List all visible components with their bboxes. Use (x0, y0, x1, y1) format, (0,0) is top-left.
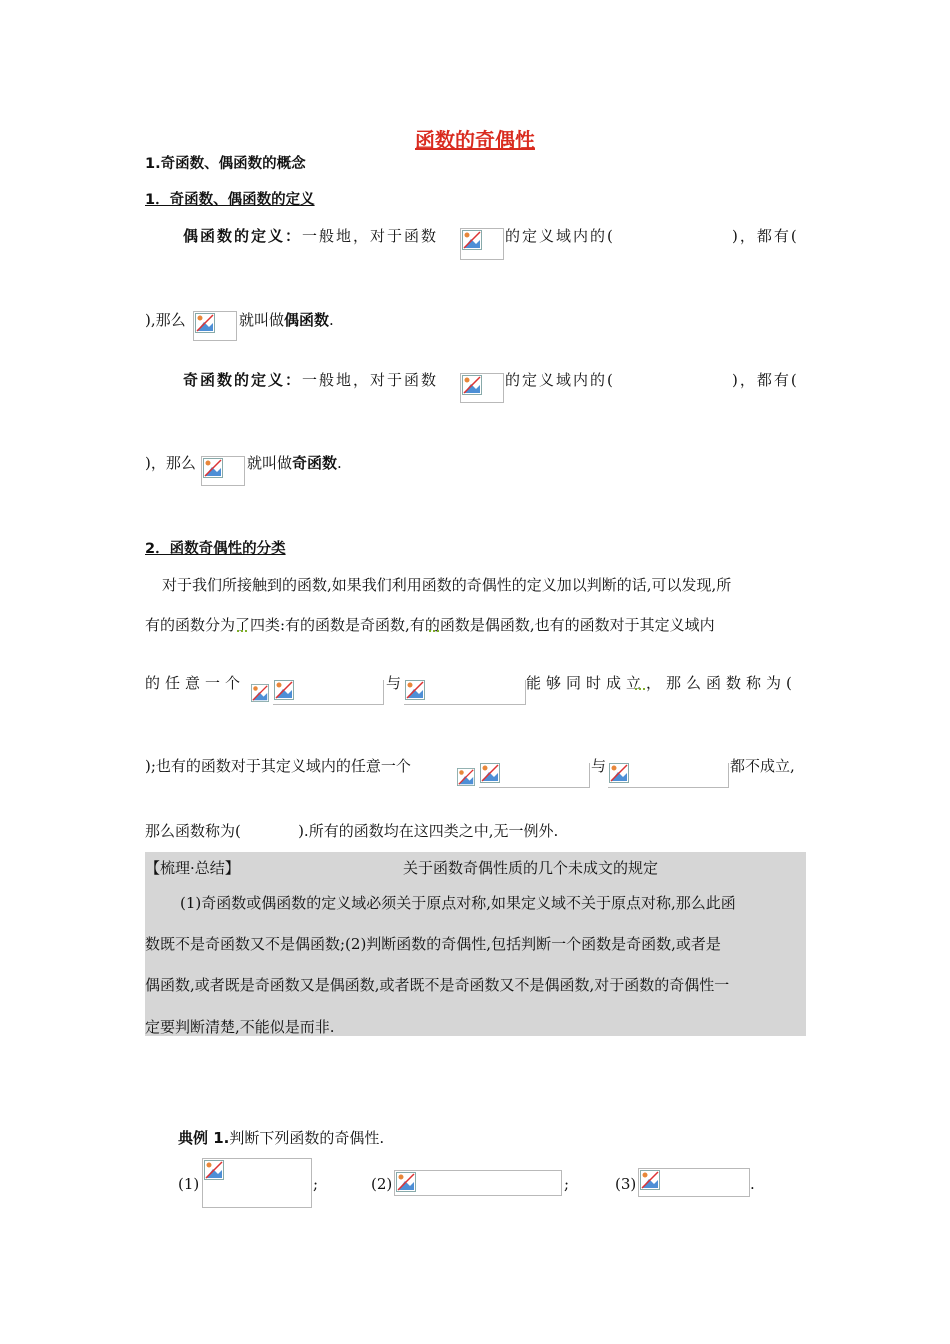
broken-image-icon (396, 1172, 416, 1192)
example-separator: . (750, 1175, 755, 1193)
example-label: 典例 1. (178, 1129, 230, 1147)
paragraph-text: 都不成立, (730, 757, 795, 775)
example-item-number: (2) (371, 1175, 393, 1193)
even-definition-called: 就叫做偶函数. (239, 311, 334, 329)
summary-line: 数既不是奇函数又不是偶函数;(2)判断函数的奇偶性,包括判断一个函数是奇函数,或者是 (145, 935, 721, 953)
summary-line: 偶函数,或者既是奇函数又是偶函数,或者既不是奇函数又不是偶函数,对于函数的奇偶性一 (145, 976, 730, 994)
odd-definition-domain: 的定义域内的( (505, 371, 615, 389)
section-heading: 1.奇函数、偶函数的概念 (145, 156, 306, 172)
formula-image-placeholder (250, 683, 268, 701)
page-title: 函数的奇偶性 (415, 128, 535, 152)
formula-image-placeholder (404, 680, 526, 705)
paragraph-text: 与 (591, 757, 607, 775)
odd-definition-line (183, 369, 438, 390)
broken-image-icon (462, 375, 482, 395)
subsection-heading-definition: 1．奇函数、偶函数的定义 (145, 192, 315, 208)
summary-heading: 关于函数奇偶性质的几个未成文的规定 (403, 859, 659, 877)
paragraph-line: 的任意一个 (145, 674, 246, 692)
broken-image-icon (274, 680, 294, 700)
even-definition-condition: )，都有( (732, 227, 799, 245)
paragraph-line: 对于我们所接触到的函数,如果我们利用函数的奇偶性的定义加以判断的话,可以发现,所 (162, 576, 732, 594)
example-item-number: (1) (178, 1175, 200, 1193)
broken-image-icon (204, 1160, 224, 1180)
formula-image-placeholder (201, 456, 245, 486)
formula-image-placeholder (394, 1170, 562, 1196)
even-definition-label: 偶函数的定义： (183, 227, 303, 245)
odd-definition-called: 就叫做奇函数. (247, 454, 342, 472)
paragraph-text: 能够同时成立，那么函数称为( (526, 674, 797, 692)
broken-image-icon (462, 230, 482, 250)
formula-image-placeholder (273, 680, 384, 705)
broken-image-icon (640, 1170, 660, 1190)
formula-image-placeholder (479, 763, 590, 788)
summary-tag: 【梳理·总结】 (145, 859, 240, 877)
broken-image-icon (251, 684, 269, 702)
even-function-term: 偶函数 (284, 311, 330, 329)
example-separator: ; (313, 1175, 319, 1193)
even-definition-then: ),那么 (145, 311, 186, 329)
formula-image-placeholder (193, 311, 237, 341)
example-item-number: (3) (615, 1175, 637, 1193)
formula-image-placeholder (638, 1168, 750, 1197)
formula-image-placeholder (460, 228, 504, 260)
odd-function-term: 奇函数 (292, 454, 338, 472)
paragraph-line: );也有的函数对于其定义域内的任意一个 (145, 757, 411, 775)
formula-image-placeholder (608, 763, 729, 788)
broken-image-icon (405, 680, 425, 700)
odd-definition-text: 一般地，对于函数 (302, 371, 439, 389)
summary-line: (1)奇函数或偶函数的定义域必须关于原点对称,如果定义域不关于原点对称,那么此函 (180, 894, 736, 912)
even-definition-text: 一般地，对于函数 (302, 227, 439, 245)
broken-image-icon (195, 313, 215, 333)
formula-image-placeholder (460, 373, 504, 403)
broken-image-icon (203, 458, 223, 478)
formula-image-placeholder (202, 1158, 312, 1208)
example-separator: ; (564, 1175, 570, 1193)
broken-image-icon (480, 763, 500, 783)
odd-definition-condition: )，都有( (732, 371, 799, 389)
broken-image-icon (457, 768, 475, 786)
broken-image-icon (609, 763, 629, 783)
summary-line: 定要判断清楚,不能似是而非. (145, 1018, 335, 1036)
paragraph-line: 那么函数称为( ).所有的函数均在这四类之中,无一例外. (145, 822, 559, 840)
odd-definition-then: )，那么 (145, 454, 196, 472)
example-text: 判断下列函数的奇偶性. (229, 1129, 385, 1147)
example-line (178, 1127, 384, 1148)
subsection-heading-classification: 2．函数奇偶性的分类 (145, 541, 286, 557)
paragraph-line: 有的函数分为了四类:有的函数是奇函数,有的函数是偶函数,也有的函数对于其定义域内 (145, 616, 715, 634)
odd-definition-label: 奇函数的定义： (183, 371, 303, 389)
paragraph-text: 与 (386, 674, 402, 692)
even-definition-line (183, 225, 438, 246)
even-definition-domain: 的定义域内的( (505, 227, 615, 245)
formula-image-placeholder (456, 767, 474, 785)
